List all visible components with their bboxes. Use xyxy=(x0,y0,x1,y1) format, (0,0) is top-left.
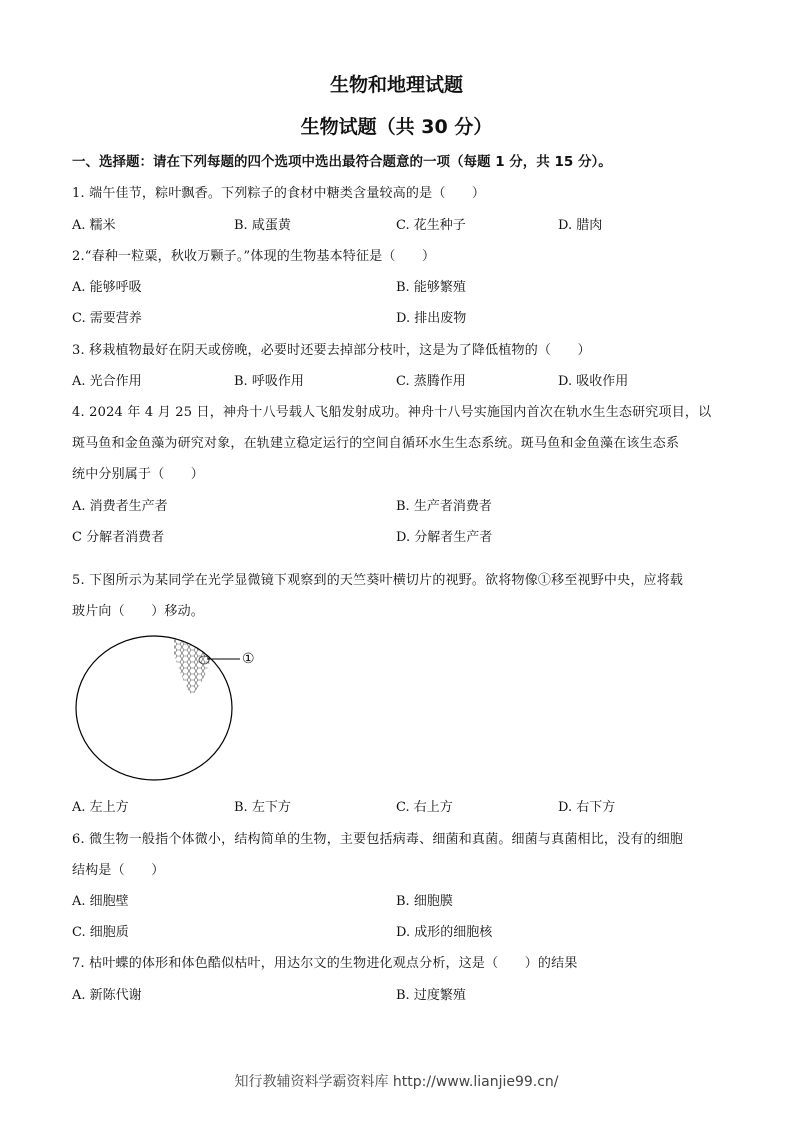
section-heading: 一、选择题：请在下列每题的四个选项中选出最符合题意的一项（每题 1 分，共 15 分）。 xyxy=(72,154,612,170)
q2-option-d: D. 排出废物 xyxy=(396,311,467,326)
question-7-stem: 7. 枯叶蝶的体形和体色酷似枯叶，用达尔文的生物进化观点分析，这是（ ）的结果 xyxy=(72,956,578,971)
q2-option-c: C. 需要营养 xyxy=(72,311,142,326)
question-4-stem-line-3: 统中分别属于（ ） xyxy=(72,467,205,482)
q1-option-a: A. 糯米 xyxy=(72,218,116,233)
question-2-stem: 2.“春种一粒粟，秋收万颗子。”体现的生物基本特征是（ ） xyxy=(72,249,436,264)
q5-option-d: D. 右下方 xyxy=(558,800,616,815)
q5-option-b: B. 左下方 xyxy=(234,800,291,815)
q7-option-a: A. 新陈代谢 xyxy=(72,988,142,1003)
figure-label-1: ① xyxy=(242,651,255,667)
q4-option-d: D. 分解者生产者 xyxy=(396,530,493,545)
q3-option-b: B. 呼吸作用 xyxy=(234,374,304,389)
question-4-stem-line-2: 斑马鱼和金鱼藻为研究对象，在轨建立稳定运行的空间自循环水生生态系统。斑马鱼和金鱼藻在该生态系 xyxy=(72,436,680,451)
q3-option-c: C. 蒸腾作用 xyxy=(396,374,466,389)
q6-option-d: D. 成形的细胞核 xyxy=(396,925,493,940)
page-title: 生物和地理试题 xyxy=(329,74,463,96)
q2-option-b: B. 能够繁殖 xyxy=(396,280,466,295)
q6-option-c: C. 细胞质 xyxy=(72,925,129,940)
question-6-stem-line-2: 结构是（ ） xyxy=(72,863,165,878)
q3-option-d: D. 吸收作用 xyxy=(558,374,629,389)
microscope-field-figure xyxy=(70,632,270,784)
q5-option-a: A. 左上方 xyxy=(72,800,129,815)
question-4-stem-line-1: 4. 2024 年 4 月 25 日，神舟十八号载人飞船发射成功。神舟十八号实施国内首次在轨水生生态研究项目，以 xyxy=(72,405,712,420)
q4-option-c: C 分解者消费者 xyxy=(72,530,165,545)
question-1-stem: 1. 端午佳节，粽叶飘香。下列粽子的食材中糖类含量较高的是（ ） xyxy=(72,186,486,201)
q5-option-c: C. 右上方 xyxy=(396,800,453,815)
q1-option-d: D. 腊肉 xyxy=(558,218,603,233)
question-5-stem-line-1: 5. 下图所示为某同学在光学显微镜下观察到的天竺葵叶横切片的视野。欲将物像①移至视野中央，应将载 xyxy=(72,573,684,588)
footer-watermark: 知行教辅资料学霸资料库 http://www.lianjie99.cn/ xyxy=(234,1074,559,1090)
question-5-stem-line-2: 玻片向（ ）移动。 xyxy=(72,604,205,619)
page-subtitle: 生物试题（共 30 分） xyxy=(300,116,493,138)
question-3-stem: 3. 移栽植物最好在阴天或傍晚，必要时还要去掉部分枝叶，这是为了降低植物的（ ） xyxy=(72,343,591,358)
q2-option-a: A. 能够呼吸 xyxy=(72,280,142,295)
question-6-stem-line-1: 6. 微生物一般指个体微小，结构简单的生物，主要包括病毒、细菌和真菌。细菌与真菌相比，没有的细胞 xyxy=(72,832,684,847)
q1-option-b: B. 咸蛋黄 xyxy=(234,218,291,233)
q1-option-c: C. 花生种子 xyxy=(396,218,466,233)
q4-option-b: B. 生产者消费者 xyxy=(396,499,492,514)
q6-option-a: A. 细胞壁 xyxy=(72,894,129,909)
q4-option-a: A. 消费者生产者 xyxy=(72,499,168,514)
q6-option-b: B. 细胞膜 xyxy=(396,894,453,909)
q3-option-a: A. 光合作用 xyxy=(72,374,142,389)
q7-option-b: B. 过度繁殖 xyxy=(396,988,466,1003)
